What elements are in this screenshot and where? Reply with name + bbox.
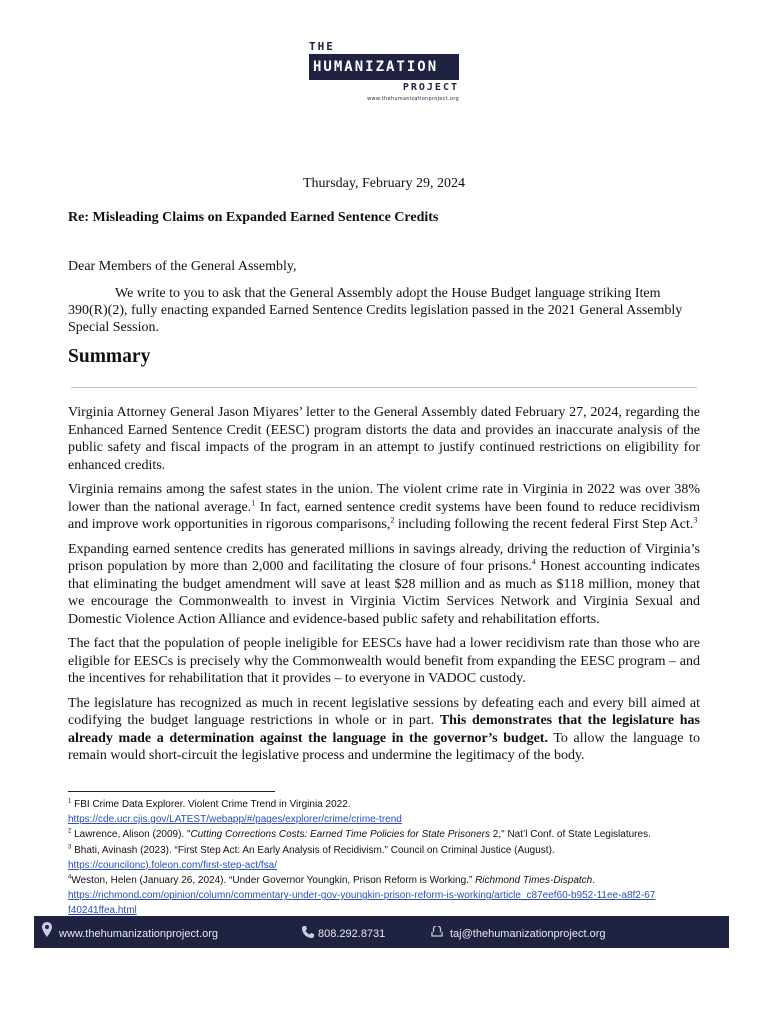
summary-paragraph-2: Virginia remains among the safest states in the union. The violent crime rate in Virginia in 2022 was over 38% lower than the national average.$^1$ In fact, earned sentence credit systems have been found to reduce recidivism and improve work opportunities in rigorous comparisons,$^2$ including following the recent federal First Step Act.$^3$: [68, 482, 700, 532]
summary-paragraph-5: The legislature has recognized as much in recent legislative sessions by defeating each and every bill aimed at codifying the budget language restrictions in whole or in part. This demonstrates that the legislature has already made a determination against the language in the governor’s budget. To allow the language to remain would short-circuit the legislative process and undermine the legitimacy of the body.: [68, 695, 701, 763]
footnote-1: $^1$ FBI Crime Data Explorer. Violent Crime Trend in Virginia 2022.: [68, 798, 351, 810]
phone-icon: [302, 916, 314, 948]
letter-date: Thursday, February 29, 2024: [302, 176, 465, 191]
footer-email[interactable]: taj@thehumanizationproject.org: [450, 928, 606, 940]
emphasis-text: This demonstrates that the legislature has already made a determination against the language in the governor’s budget.: [68, 713, 700, 746]
footnote-ref-1[interactable]: 1: [251, 497, 256, 507]
footnote-1-link[interactable]: https://cde.ucr.cjis.gov/LATEST/webapp/#/pages/explorer/crime/crime-trend: [68, 814, 402, 826]
subject-line: Re: Misleading Claims on Expanded Earned Sentence Credits: [68, 210, 439, 225]
footnote-3-link[interactable]: https://councilonc).foleon.com/first-step-act/fsa/: [68, 859, 277, 871]
intro-paragraph: We write to you to ask that the General Assembly adopt the House Budget language striking Item 390(R)(2), fully enacting expanded Earned Sentence Credits legislation passed in the 2021 General Assembly Special Session.: [68, 286, 683, 335]
footnote-4: $^4$Weston, Helen (January 26, 2024). “Under Governor Youngkin, Prison Reform is Working.” Richmond Times-Dispatch.: [68, 874, 596, 887]
logo-url: www.thehumanizationproject.org: [367, 96, 459, 102]
footnote-ref-4[interactable]: 4: [531, 557, 536, 567]
footnote-divider: [68, 791, 275, 792]
summary-paragraph-4: The fact that the population of people ineligible for EESCs have had a lower recidivism rate than those who are eligible for EESCs is precisely why the Commonwealth would benefit from expanding the EESC program – and the incentives for rehabilitation that it provides – to everyone in VADOC custody.: [68, 636, 700, 686]
salutation: Dear Members of the General Assembly,: [68, 259, 297, 274]
email-icon: [431, 916, 443, 948]
logo-name: HUMANIZATION: [309, 54, 459, 80]
logo-project: PROJECT: [402, 82, 459, 93]
summary-heading: Summary: [68, 346, 151, 367]
summary-divider: [71, 387, 697, 388]
logo-the: THE: [309, 40, 335, 53]
footer-phone[interactable]: 808.292.8731: [318, 928, 386, 940]
location-pin-icon: [42, 916, 52, 948]
contact-footer: [34, 916, 729, 948]
summary-body: [68, 404, 700, 772]
organization-logo: [309, 41, 459, 102]
footer-website[interactable]: www.thehumanizationproject.org: [59, 928, 218, 940]
footnotes: [68, 797, 708, 919]
footnote-4-link[interactable]: https://richmond.com/opinion/column/commentary-under-gov-youngkin-prison-reform-is-working/article_c87eef60-b952-11ee-a8f2-67: [68, 890, 656, 902]
summary-paragraph-3: Expanding earned sentence credits has generated millions in savings already, driving the reduction of Virginia’s prison population by more than 2,000 and facilitating the closure of four prisons.$^4$ Honest accounting indicates that eliminating the budget amendment will save at least $28 million and as much as $118 million, money that we encourage the Commonwealth to invest in Virginia Victim Services Network and Virginia Sexual and Domestic Violence Action Alliance and evidence-based public safety and rehabilitation efforts.: [68, 541, 701, 627]
footnote-2: $^2$ Lawrence, Alison (2009). "Cutting Corrections Costs: Earned Time Policies for State Prisoners 2," Nat’l Conf. of State Legislatures.: [68, 829, 651, 841]
summary-paragraph-1: Virginia Attorney General Jason Miyares’ letter to the General Assembly dated February 27, 2024, regarding the Enhanced Earned Sentence Credit (EESC) program distorts the data and provides an inaccurate analysis of the public safety and fiscal impacts of the program in an attempt to justify continued restrictions on eligibility for enhanced credits.: [68, 405, 700, 473]
footnote-3: $^3$ Bhati, Avinash (2023). “First Step Act: An Early Analysis of Recidivism.” Council on Criminal Justice (August).: [68, 844, 555, 856]
footnote-4-link-cont[interactable]: f40241ffea.html: [68, 905, 137, 917]
footnote-ref-3[interactable]: 3: [693, 515, 698, 525]
footnote-ref-2[interactable]: 2: [390, 515, 395, 525]
